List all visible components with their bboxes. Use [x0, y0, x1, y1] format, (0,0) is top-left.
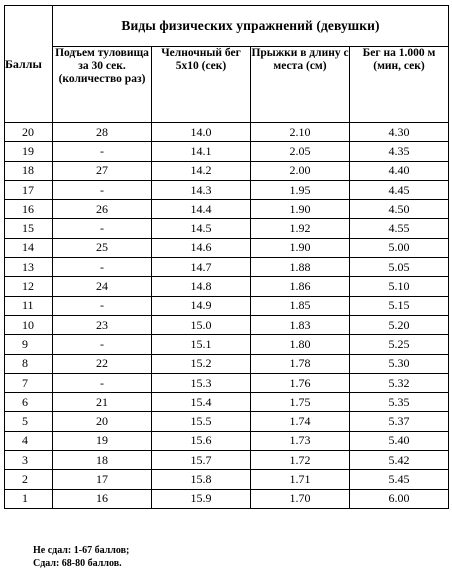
table-row — [5, 277, 449, 296]
shuttle-run-cell: 14.3 — [152, 180, 251, 199]
long-jump-cell: 1.73 — [251, 431, 350, 450]
table-row — [5, 296, 449, 315]
score-cell: 3 — [5, 451, 53, 470]
fitness-standards-table — [4, 5, 449, 509]
run-1000m-cell: 5.10 — [350, 277, 449, 296]
situps-cell: - — [53, 373, 152, 392]
score-cell: 17 — [5, 180, 53, 199]
score-cell: 12 — [5, 277, 53, 296]
table-row — [5, 315, 449, 334]
table-row — [5, 123, 449, 142]
run-1000m-cell: 5.37 — [350, 412, 449, 431]
table-row — [5, 431, 449, 450]
table-body — [5, 123, 449, 509]
situps-cell: 19 — [53, 431, 152, 450]
situps-cell: - — [53, 296, 152, 315]
shuttle-run-cell: 15.2 — [152, 354, 251, 373]
long-jump-cell: 1.70 — [251, 489, 350, 508]
shuttle-run-cell: 15.9 — [152, 489, 251, 508]
grading-notes — [33, 544, 129, 570]
pass-note: Сдал: 68-80 баллов. — [33, 558, 122, 569]
fail-note: Не сдал: 1-67 баллов; — [33, 545, 130, 556]
table-row — [5, 451, 449, 470]
table-row — [5, 412, 449, 431]
run-1000m-cell: 4.30 — [350, 123, 449, 142]
long-jump-cell: 2.00 — [251, 161, 350, 180]
run-1000m-cell: 5.25 — [350, 335, 449, 354]
long-jump-cell: 2.10 — [251, 123, 350, 142]
shuttle-run-cell: 14.2 — [152, 161, 251, 180]
run-1000m-cell: 6.00 — [350, 489, 449, 508]
shuttle-run-cell: 15.6 — [152, 431, 251, 450]
situps-cell: 18 — [53, 451, 152, 470]
long-jump-column-header: Прыжки в длину с места (см) — [251, 47, 350, 123]
long-jump-cell: 1.95 — [251, 180, 350, 199]
long-jump-cell: 1.92 — [251, 219, 350, 238]
situps-cell: - — [53, 335, 152, 354]
shuttle-run-cell: 14.0 — [152, 123, 251, 142]
run-1000m-cell: 5.30 — [350, 354, 449, 373]
score-cell: 16 — [5, 200, 53, 219]
score-cell: 15 — [5, 219, 53, 238]
table-row — [5, 258, 449, 277]
score-cell: 10 — [5, 315, 53, 334]
exercise-group-header: Виды физических упражнений (девушки) — [53, 6, 449, 47]
score-cell: 7 — [5, 373, 53, 392]
run-1000m-cell: 4.50 — [350, 200, 449, 219]
shuttle-run-cell: 14.5 — [152, 219, 251, 238]
long-jump-cell: 1.80 — [251, 335, 350, 354]
score-cell: 8 — [5, 354, 53, 373]
long-jump-cell: 1.90 — [251, 238, 350, 257]
run-1000m-cell: 4.45 — [350, 180, 449, 199]
long-jump-cell: 1.90 — [251, 200, 350, 219]
score-cell: 18 — [5, 161, 53, 180]
situps-column-header: Подъем туловища за 30 сек. (количество раз) — [53, 47, 152, 123]
situps-cell: 22 — [53, 354, 152, 373]
score-cell: 4 — [5, 431, 53, 450]
shuttle-run-column-header: Челночный бег 5x10 (сек) — [152, 47, 251, 123]
run-1000m-cell: 4.40 — [350, 161, 449, 180]
score-column-header: Баллы — [5, 6, 53, 123]
run-1000m-cell: 4.35 — [350, 142, 449, 161]
run-1000m-cell: 5.42 — [350, 451, 449, 470]
situps-cell: - — [53, 142, 152, 161]
table-row — [5, 470, 449, 489]
shuttle-run-cell: 15.3 — [152, 373, 251, 392]
situps-cell: 26 — [53, 200, 152, 219]
situps-cell: 16 — [53, 489, 152, 508]
table-row — [5, 142, 449, 161]
score-cell: 5 — [5, 412, 53, 431]
table-row — [5, 354, 449, 373]
table-row — [5, 373, 449, 392]
table-row — [5, 393, 449, 412]
shuttle-run-cell: 14.4 — [152, 200, 251, 219]
shuttle-run-cell: 15.1 — [152, 335, 251, 354]
long-jump-cell: 1.88 — [251, 258, 350, 277]
situps-cell: 21 — [53, 393, 152, 412]
shuttle-run-cell: 15.5 — [152, 412, 251, 431]
table-row — [5, 180, 449, 199]
run-1000m-cell: 5.32 — [350, 373, 449, 392]
shuttle-run-cell: 14.7 — [152, 258, 251, 277]
run-1000m-cell: 5.40 — [350, 431, 449, 450]
score-cell: 6 — [5, 393, 53, 412]
situps-cell: 23 — [53, 315, 152, 334]
shuttle-run-cell: 15.4 — [152, 393, 251, 412]
situps-cell: 25 — [53, 238, 152, 257]
score-cell: 19 — [5, 142, 53, 161]
run-1000m-cell: 5.20 — [350, 315, 449, 334]
table-row — [5, 200, 449, 219]
score-cell: 1 — [5, 489, 53, 508]
shuttle-run-cell: 15.8 — [152, 470, 251, 489]
run-1000m-cell: 4.55 — [350, 219, 449, 238]
table-row — [5, 335, 449, 354]
shuttle-run-cell: 14.9 — [152, 296, 251, 315]
score-cell: 11 — [5, 296, 53, 315]
situps-cell: 24 — [53, 277, 152, 296]
long-jump-cell: 1.78 — [251, 354, 350, 373]
situps-cell: - — [53, 258, 152, 277]
shuttle-run-cell: 14.1 — [152, 142, 251, 161]
long-jump-cell: 1.85 — [251, 296, 350, 315]
long-jump-cell: 1.75 — [251, 393, 350, 412]
long-jump-cell: 1.86 — [251, 277, 350, 296]
table-row — [5, 161, 449, 180]
situps-cell: 17 — [53, 470, 152, 489]
long-jump-cell: 2.05 — [251, 142, 350, 161]
shuttle-run-cell: 14.6 — [152, 238, 251, 257]
long-jump-cell: 1.71 — [251, 470, 350, 489]
situps-cell: 28 — [53, 123, 152, 142]
shuttle-run-cell: 15.0 — [152, 315, 251, 334]
table-row — [5, 219, 449, 238]
long-jump-cell: 1.72 — [251, 451, 350, 470]
run-1000m-column-header: Бег на 1.000 м (мин, сек) — [350, 47, 449, 123]
situps-cell: - — [53, 180, 152, 199]
run-1000m-cell: 5.35 — [350, 393, 449, 412]
table-row — [5, 238, 449, 257]
score-cell: 14 — [5, 238, 53, 257]
table-row — [5, 489, 449, 508]
situps-cell: 27 — [53, 161, 152, 180]
long-jump-cell: 1.83 — [251, 315, 350, 334]
score-cell: 13 — [5, 258, 53, 277]
situps-cell: - — [53, 219, 152, 238]
situps-cell: 20 — [53, 412, 152, 431]
run-1000m-cell: 5.05 — [350, 258, 449, 277]
long-jump-cell: 1.74 — [251, 412, 350, 431]
score-cell: 20 — [5, 123, 53, 142]
shuttle-run-cell: 14.8 — [152, 277, 251, 296]
shuttle-run-cell: 15.7 — [152, 451, 251, 470]
long-jump-cell: 1.76 — [251, 373, 350, 392]
score-cell: 9 — [5, 335, 53, 354]
score-cell: 2 — [5, 470, 53, 489]
run-1000m-cell: 5.45 — [350, 470, 449, 489]
run-1000m-cell: 5.15 — [350, 296, 449, 315]
run-1000m-cell: 5.00 — [350, 238, 449, 257]
